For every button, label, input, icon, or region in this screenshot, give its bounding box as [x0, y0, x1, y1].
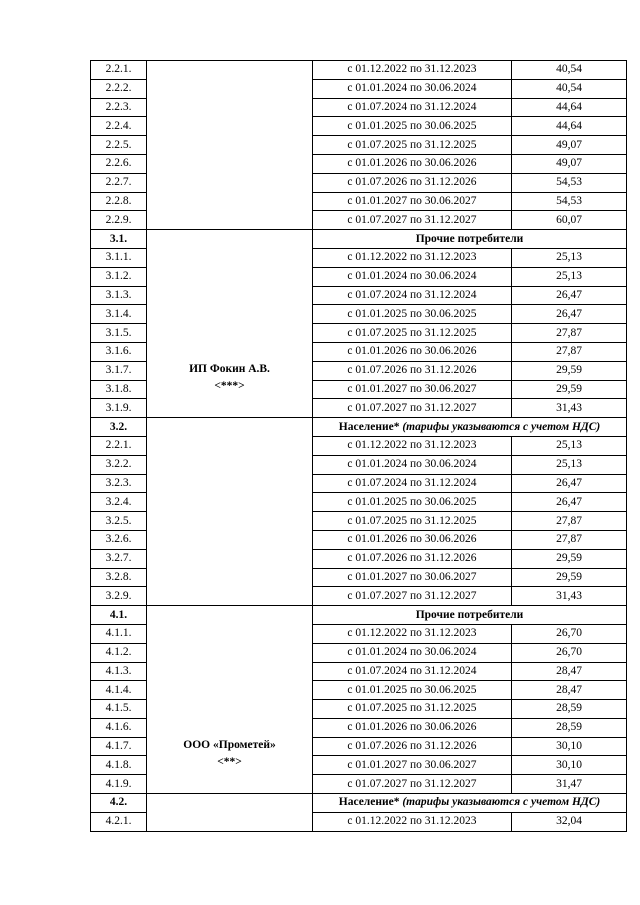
tariff-period: с 01.07.2025 по 31.12.2025 — [313, 136, 512, 155]
row-number: 2.2.2. — [91, 79, 147, 98]
row-number: 3.1.5. — [91, 324, 147, 343]
tariff-value: 30,10 — [512, 756, 627, 775]
tariff-period: с 01.07.2026 по 31.12.2026 — [313, 549, 512, 568]
tariff-period: с 01.07.2026 по 31.12.2026 — [313, 173, 512, 192]
organization-cell — [147, 606, 313, 794]
tariff-value: 44,64 — [512, 98, 627, 117]
tariff-value: 29,59 — [512, 361, 627, 380]
tariff-value: 31,43 — [512, 399, 627, 418]
tariff-period: с 01.01.2027 по 30.06.2027 — [313, 756, 512, 775]
tariff-value: 40,54 — [512, 79, 627, 98]
tariff-value: 27,87 — [512, 324, 627, 343]
tariff-value: 54,53 — [512, 192, 627, 211]
tariff-period: с 01.01.2027 по 30.06.2027 — [313, 568, 512, 587]
consumer-category-label: Население* — [338, 420, 400, 433]
tariff-period: с 01.07.2025 по 31.12.2025 — [313, 700, 512, 719]
consumer-category-note: (тарифы указываются с учетом НДС) — [402, 420, 601, 433]
organization-name: ИП Фокин А.В. — [189, 363, 270, 376]
row-number: 2.2.7. — [91, 173, 147, 192]
tariff-period: с 01.01.2027 по 30.06.2027 — [313, 192, 512, 211]
tariff-value: 31,47 — [512, 775, 627, 794]
tariff-value: 28,59 — [512, 718, 627, 737]
row-number: 2.2.5. — [91, 136, 147, 155]
tariff-period: с 01.07.2027 по 31.12.2027 — [313, 399, 512, 418]
tariff-value: 29,59 — [512, 568, 627, 587]
tariff-period: с 01.07.2027 по 31.12.2027 — [313, 775, 512, 794]
row-number: 3.1.1. — [91, 248, 147, 267]
tariff-value: 26,70 — [512, 624, 627, 643]
tariff-period: с 01.01.2025 по 30.06.2025 — [313, 681, 512, 700]
tariff-value: 26,47 — [512, 474, 627, 493]
organization-cell — [147, 61, 313, 230]
row-number: 3.2.7. — [91, 549, 147, 568]
consumer-category — [313, 418, 627, 437]
row-number: 4.1.7. — [91, 737, 147, 756]
tariff-value: 25,13 — [512, 455, 627, 474]
row-number: 3.2.8. — [91, 568, 147, 587]
tariff-period: с 01.01.2026 по 30.06.2026 — [313, 342, 512, 361]
tariff-value: 27,87 — [512, 342, 627, 361]
tariff-value: 29,59 — [512, 380, 627, 399]
organization-footnote: <***> — [214, 380, 245, 393]
row-number: 2.2.1. — [91, 61, 147, 80]
row-number: 4.1.2. — [91, 643, 147, 662]
tariff-value: 54,53 — [512, 173, 627, 192]
tariff-value: 31,43 — [512, 587, 627, 606]
tariff-value: 40,54 — [512, 61, 627, 80]
tariff-value: 44,64 — [512, 117, 627, 136]
tariff-value: 30,10 — [512, 737, 627, 756]
row-number: 3.1.7. — [91, 361, 147, 380]
row-number: 3.2.2. — [91, 455, 147, 474]
row-number: 4.1.9. — [91, 775, 147, 794]
tariff-period: с 01.01.2025 по 30.06.2025 — [313, 305, 512, 324]
row-number: 4.1.4. — [91, 681, 147, 700]
tariff-value: 25,13 — [512, 436, 627, 455]
organization-cell — [147, 794, 313, 832]
row-number: 4.1.3. — [91, 662, 147, 681]
row-number: 3.2.9. — [91, 587, 147, 606]
row-number: 3.2.6. — [91, 530, 147, 549]
organization-cell — [147, 418, 313, 606]
consumer-category-label: Прочие потребители — [415, 608, 524, 621]
row-number: 4.1.6. — [91, 718, 147, 737]
tariff-period: с 01.07.2026 по 31.12.2026 — [313, 361, 512, 380]
organization-footnote: <**> — [217, 756, 242, 769]
tariff-period: с 01.07.2027 по 31.12.2027 — [313, 587, 512, 606]
row-number: 2.2.9. — [91, 211, 147, 230]
tariff-value: 26,47 — [512, 286, 627, 305]
tariff-period: с 01.12.2022 по 31.12.2023 — [313, 248, 512, 267]
tariff-period: с 01.07.2027 по 31.12.2027 — [313, 211, 512, 230]
row-number: 4.1.5. — [91, 700, 147, 719]
tariff-period: с 01.01.2025 по 30.06.2025 — [313, 493, 512, 512]
row-number: 2.2.1. — [91, 436, 147, 455]
row-number: 3.1.6. — [91, 342, 147, 361]
category-header-row — [91, 418, 627, 437]
tariff-period: с 01.12.2022 по 31.12.2023 — [313, 61, 512, 80]
organization-cell — [147, 230, 313, 418]
row-number: 4.2.1. — [91, 812, 147, 831]
tariff-period: с 01.01.2026 по 30.06.2026 — [313, 530, 512, 549]
row-number: 3.2.4. — [91, 493, 147, 512]
tariff-period: с 01.12.2022 по 31.12.2023 — [313, 436, 512, 455]
consumer-category-label: Прочие потребители — [415, 232, 524, 245]
tariff-value: 27,87 — [512, 512, 627, 531]
tariff-period: с 01.07.2025 по 31.12.2025 — [313, 512, 512, 531]
tariff-value: 49,07 — [512, 136, 627, 155]
tariff-period: с 01.01.2024 по 30.06.2024 — [313, 455, 512, 474]
consumer-category-note: (тарифы указываются с учетом НДС) — [402, 796, 601, 809]
tariff-period: с 01.01.2025 по 30.06.2025 — [313, 117, 512, 136]
row-number: 2.2.8. — [91, 192, 147, 211]
tariff-table-body — [91, 61, 627, 832]
organization-name: ООО «Прометей» — [183, 739, 276, 752]
section-number: 3.1. — [91, 230, 147, 249]
tariff-value: 26,47 — [512, 305, 627, 324]
tariff-value: 28,59 — [512, 700, 627, 719]
category-header-row — [91, 606, 627, 625]
tariff-period: с 01.01.2026 по 30.06.2026 — [313, 154, 512, 173]
tariff-period: с 01.01.2027 по 30.06.2027 — [313, 380, 512, 399]
tariff-period: с 01.07.2026 по 31.12.2026 — [313, 737, 512, 756]
tariff-period: с 01.12.2022 по 31.12.2023 — [313, 812, 512, 831]
row-number: 3.1.2. — [91, 267, 147, 286]
row-number: 2.2.4. — [91, 117, 147, 136]
tariff-value: 28,47 — [512, 681, 627, 700]
tariff-period: с 01.07.2024 по 31.12.2024 — [313, 98, 512, 117]
row-number: 3.2.3. — [91, 474, 147, 493]
table-row — [91, 61, 627, 80]
tariff-period: с 01.01.2024 по 30.06.2024 — [313, 79, 512, 98]
consumer-category-label: Население* — [338, 796, 400, 809]
consumer-category — [313, 794, 627, 813]
tariff-period: с 01.07.2025 по 31.12.2025 — [313, 324, 512, 343]
tariff-period: с 01.07.2024 по 31.12.2024 — [313, 662, 512, 681]
tariff-period: с 01.07.2024 по 31.12.2024 — [313, 286, 512, 305]
tariff-period: с 01.12.2022 по 31.12.2023 — [313, 624, 512, 643]
tariff-table — [90, 60, 627, 832]
category-header-row — [91, 794, 627, 813]
tariff-period: с 01.01.2026 по 30.06.2026 — [313, 718, 512, 737]
consumer-category — [313, 230, 627, 249]
section-number: 4.1. — [91, 606, 147, 625]
section-number: 4.2. — [91, 794, 147, 813]
tariff-value: 26,47 — [512, 493, 627, 512]
category-header-row — [91, 230, 627, 249]
section-number: 3.2. — [91, 418, 147, 437]
tariff-period: с 01.01.2024 по 30.06.2024 — [313, 643, 512, 662]
row-number: 3.2.5. — [91, 512, 147, 531]
row-number: 4.1.8. — [91, 756, 147, 775]
row-number: 3.1.4. — [91, 305, 147, 324]
tariff-value: 25,13 — [512, 248, 627, 267]
row-number: 2.2.6. — [91, 154, 147, 173]
row-number: 3.1.9. — [91, 399, 147, 418]
tariff-value: 60,07 — [512, 211, 627, 230]
row-number: 4.1.1. — [91, 624, 147, 643]
tariff-period: с 01.07.2024 по 31.12.2024 — [313, 474, 512, 493]
tariff-value: 49,07 — [512, 154, 627, 173]
row-number: 3.1.8. — [91, 380, 147, 399]
tariff-value: 28,47 — [512, 662, 627, 681]
tariff-period: с 01.01.2024 по 30.06.2024 — [313, 267, 512, 286]
tariff-value: 27,87 — [512, 530, 627, 549]
tariff-value: 32,04 — [512, 812, 627, 831]
tariff-value: 26,70 — [512, 643, 627, 662]
tariff-value: 29,59 — [512, 549, 627, 568]
tariff-value: 25,13 — [512, 267, 627, 286]
row-number: 3.1.3. — [91, 286, 147, 305]
row-number: 2.2.3. — [91, 98, 147, 117]
consumer-category — [313, 606, 627, 625]
